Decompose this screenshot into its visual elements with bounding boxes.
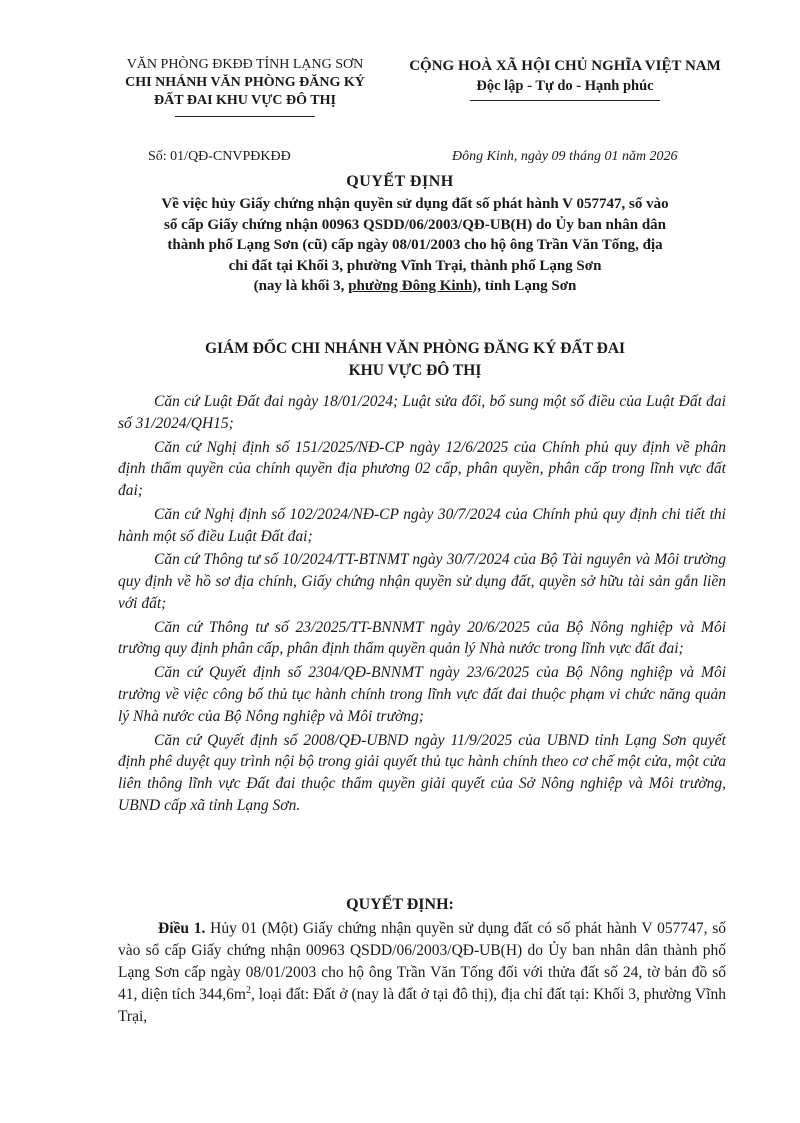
legal-basis-paragraph: Căn cứ Thông tư số 23/2025/TT-BNNMT ngày 20/6/2025 của Bộ Nông nghiệp và Môi trường quy định phân cấp, phân định thẩm quyền quản lý Nhà nước trong lĩnh vực đất đai; (118, 618, 726, 658)
subject-line: chỉ đất tại Khối 3, phường Vĩnh Trại, thành phố Lạng Sơn (228, 257, 602, 274)
article-1-label: Điều 1. (158, 920, 206, 937)
national-header (390, 56, 740, 96)
subject-text: ), tỉnh Lạng Sơn (472, 278, 577, 294)
document-subject (95, 194, 735, 297)
legal-basis-paragraph: Căn cứ Quyết định số 2304/QĐ-BNNMT ngày 23/6/2025 của Bộ Nông nghiệp và Môi trường về việc công bố thủ tục hành chính trong lĩnh vực đất đai thuộc phạm vi chức năng quản lý Nhà nước của Bộ Nông nghiệp và Môi trường; (118, 664, 726, 725)
article-1 (118, 918, 726, 1028)
legal-basis-paragraph: Căn cứ Luật Đất đai ngày 18/01/2024; Luật sửa đổi, bổ sung một số điều của Luật Đất đai số 31/2024/QH15; (118, 393, 726, 432)
document-number: Số: 01/QĐ-CNVPĐKĐĐ (148, 149, 291, 164)
place-and-date: Đông Kinh, ngày 09 tháng 01 năm 2026 (452, 149, 678, 164)
subject-line: Về việc hủy Giấy chứng nhận quyền sử dụng đất số phát hành V 057747, số vào (161, 196, 669, 212)
authority-line-2: KHU VỰC ĐÔ THỊ (348, 362, 482, 379)
agency-underline (175, 116, 315, 117)
legal-bases (118, 391, 726, 819)
agency-line-3: ĐẤT ĐAI KHU VỰC ĐÔ THỊ (154, 93, 336, 108)
subject-line (95, 276, 735, 297)
national-motto: Độc lập - Tự do - Hạnh phúc (476, 78, 654, 94)
legal-basis-paragraph: Căn cứ Nghị định số 151/2025/NĐ-CP ngày 12/6/2025 của Chính phủ quy định về phân định thẩm quyền của chính quyền địa phương 02 cấp, phân quyền, phân cấp trong lĩnh vực đất đai; (118, 438, 726, 499)
issuing-authority (95, 338, 735, 382)
legal-basis-paragraph: Căn cứ Thông tư số 10/2024/TT-BTNMT ngày 30/7/2024 của Bộ Tài nguyên và Môi trường quy định về hồ sơ địa chính, Giấy chứng nhận quyền sử dụng đất, quyền sở hữu tài sản gắn liền với đất; (118, 551, 726, 612)
legal-basis-paragraph: Căn cứ Quyết định số 2008/QĐ-UBND ngày 11/9/2025 của UBND tỉnh Lạng Sơn quyết định phê duyệt quy trình nội bộ trong giải quyết thủ tục hành chính theo cơ chế một cửa, một cửa liên thông lĩnh vực Đất đai thuộc thẩm quyền giải quyết của Sở Nông nghiệp và Môi trường, UBND cấp xã tỉnh Lạng Sơn. (118, 731, 726, 814)
subject-line: thành phố Lạng Sơn (cũ) cấp ngày 08/01/2003 cho hộ ông Trần Văn Tống, địa (167, 237, 663, 253)
subject-line: sổ cấp Giấy chứng nhận 00963 QSDD/06/2003/QĐ-UB(H) do Ủy ban nhân dân (163, 216, 667, 233)
agency-line-1: VĂN PHÒNG ĐKĐĐ TỈNH LẠNG SƠN (126, 57, 364, 72)
area-unit-superscript: 2 (245, 984, 251, 996)
issuing-agency (100, 56, 390, 110)
article-1-text: Hủy 01 (Một) Giấy chứng nhận quyền sử dụng đất có số phát hành V 057747, số vào sổ cấp Giấy chứng nhận 00963 QSDD/06/2003/QĐ-UB(H) do Ủy ban nhân dân thành phố Lạng Sơn cấp ngày 08/01/2003 cho hộ ông Trần Văn Tống đối với thửa đất số 24, tờ bản đồ số 41, diện tích 344,6m (118, 920, 726, 1003)
nation-name: CỘNG HOÀ XÃ HỘI CHỦ NGHĨA VIỆT NAM (409, 58, 721, 74)
underlined-ward: phường Đông Kinh (348, 278, 473, 294)
subject-text: (nay là khối 3, (253, 278, 349, 294)
agency-line-2: CHI NHÁNH VĂN PHÒNG ĐĂNG KÝ (125, 75, 365, 90)
motto-underline (470, 100, 660, 101)
document-title: QUYẾT ĐỊNH (346, 173, 454, 190)
authority-line-1: GIÁM ĐỐC CHI NHÁNH VĂN PHÒNG ĐĂNG KÝ ĐẤT ĐAI (204, 340, 626, 357)
decision-heading: QUYẾT ĐỊNH: (346, 896, 454, 913)
article-1-text-cont: , loại đất: Đất ở (nay là đất ở tại đô thị), địa chỉ đất tại: Khối 3, phường Vĩnh Trại, (118, 986, 726, 1025)
legal-basis-paragraph: Căn cứ Nghị định số 102/2024/NĐ-CP ngày 30/7/2024 của Chính phủ quy định chi tiết thi hành một số điều Luật Đất đai; (118, 505, 726, 545)
